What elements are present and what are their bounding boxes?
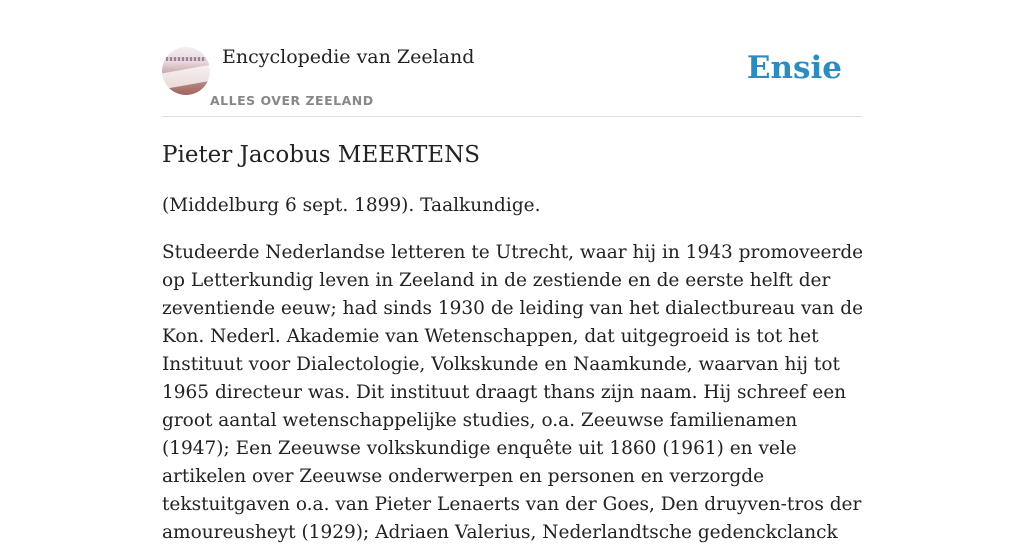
brand-logo-link[interactable]: Ensie — [746, 50, 842, 86]
site-logo-avatar[interactable] — [162, 47, 210, 95]
article — [162, 140, 867, 543]
article-title: Pieter Jacobus MEERTENS — [162, 142, 480, 168]
avatar-decoration — [158, 64, 216, 90]
site-header — [162, 0, 862, 117]
article-lead: (Middelburg 6 sept. 1899). Taalkundige. — [162, 195, 541, 216]
site-subtitle: ALLES OVER ZEELAND — [210, 93, 374, 108]
site-title[interactable]: Encyclopedie van Zeeland — [222, 46, 475, 68]
article-body: Studeerde Nederlandse letteren te Utrecht, waar hij in 1943 promoveerde op Letterkundig leven in Zeeland in de zestiende en de eerste helft der zeventiende eeuw; had sinds 1930 de leiding van het dialectbureau van de Kon. Nederl. Akademie van Wetenschappen, dat uitgegroeid is tot het Instituut voor Dialectologie, Volkskunde en Naamkunde, waarvan hij tot 1965 directeur was. Dit instituut draagt thans zijn naam. Hij schreef een groot aantal wetenschappelijke studies, o.a. Zeeuwse familienamen (1947); Een Zeeuwse volkskundige enquête uit 1860 (1961) en vele artikelen over Zeeuwse onderwerpen en personen en verzorgde tekstuitgaven o.a. van Pieter Lenaerts van der Goes, Den druyven-tros der amoureusheyt (1929); Adriaen Valerius, Nederlandtsche gedenckclanck — [162, 242, 864, 543]
avatar-decoration — [166, 57, 206, 61]
